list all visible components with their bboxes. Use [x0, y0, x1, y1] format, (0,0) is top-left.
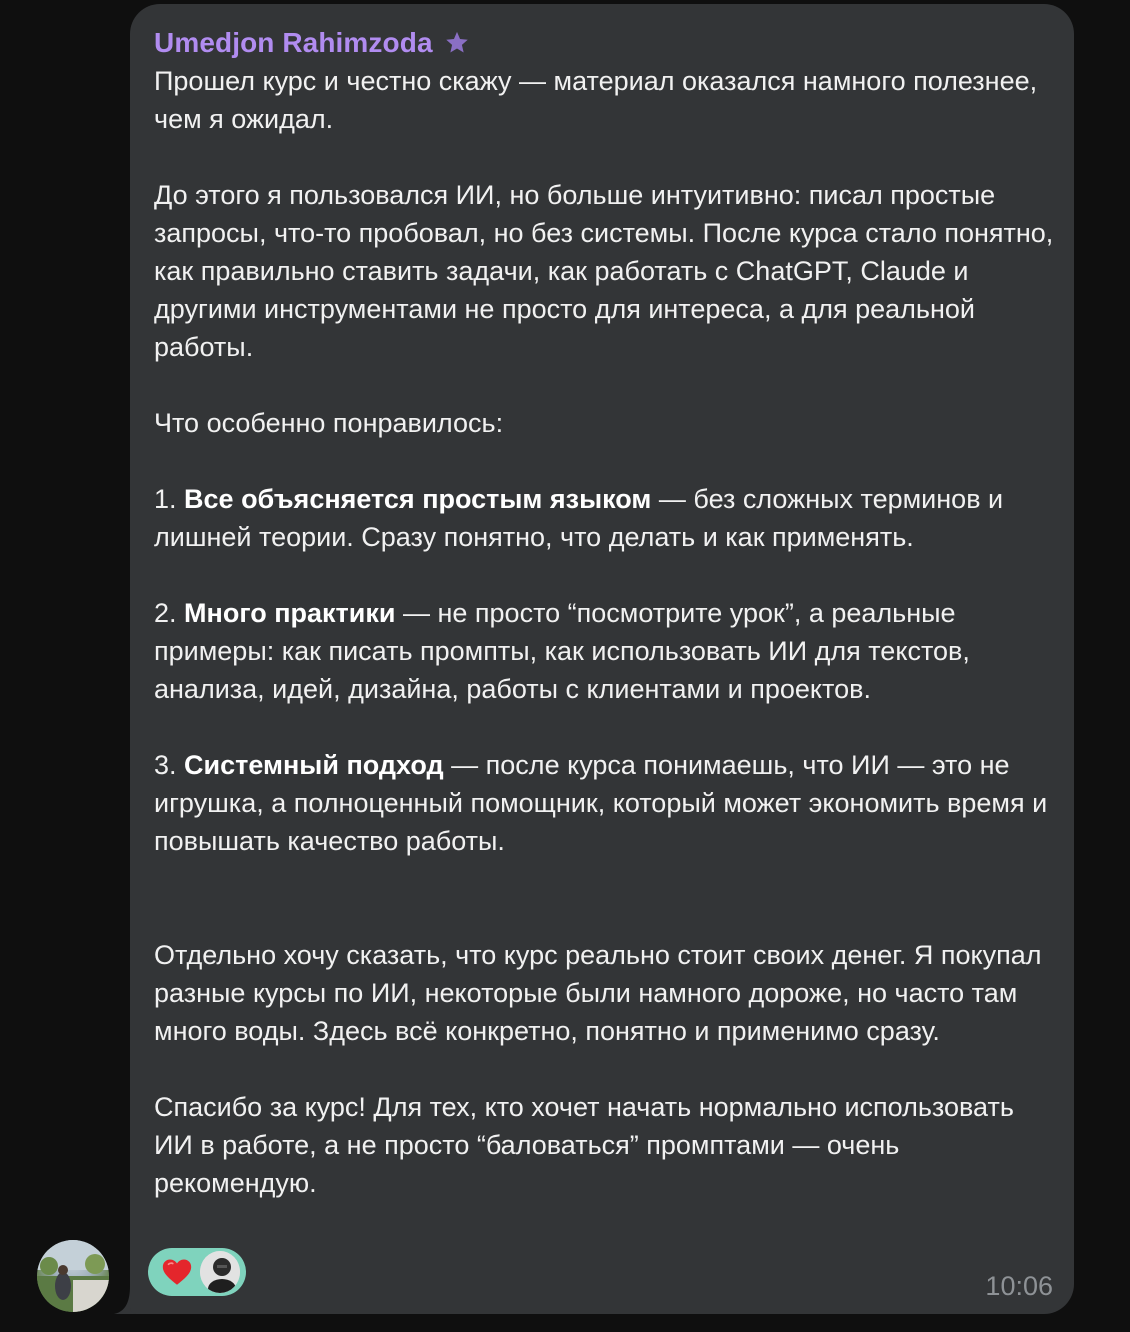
- list-item-title: Системный подход: [184, 750, 444, 780]
- message-paragraph: Отдельно хочу сказать, что курс реально стоит своих денег. Я покупал разные курсы по ИИ, некоторые были намного дороже, но часто там много воды. Здесь всё конкретно, понятно и применимо сразу.: [154, 940, 1042, 1046]
- list-item-text: — без сложных терминов и лишней теории. Сразу понятно, что делать и как применять.: [154, 484, 1004, 552]
- reaction-pill[interactable]: [148, 1248, 246, 1296]
- sender-avatar[interactable]: [37, 1240, 109, 1312]
- list-number: 2.: [154, 598, 185, 628]
- list-item-text: — после курса понимаешь, что ИИ — это не игрушка, а полноценный помощник, который может экономить время и повышать качество работы.: [154, 750, 1048, 856]
- list-item: [154, 746, 1054, 860]
- message-time: 10:06: [985, 1271, 1053, 1301]
- list-number: 3.: [154, 750, 185, 780]
- list-item-title: Много практики: [184, 598, 396, 628]
- message-paragraph: Что особенно понравилось:: [154, 408, 504, 438]
- author-row: [154, 24, 1050, 62]
- list-number: 1.: [154, 484, 185, 514]
- message-paragraph: Спасибо за курс! Для тех, кто хочет начать нормально использовать ИИ в работе, а не просто “баловаться” промптами — очень рекомендую.: [154, 1092, 1014, 1198]
- list-item: [154, 480, 1054, 556]
- star-icon: [443, 29, 471, 57]
- message-text: [154, 62, 1054, 1202]
- reactor-avatar[interactable]: [200, 1251, 240, 1293]
- heart-icon: [160, 1255, 194, 1289]
- list-item-title: Все объясняется простым языком: [184, 484, 652, 514]
- message-bubble[interactable]: [130, 4, 1074, 1314]
- message-paragraph: Прошел курс и честно скажу — материал оказался намного полезнее, чем я ожидал.: [154, 66, 1038, 134]
- author-name[interactable]: Umedjon Rahimzoda: [154, 27, 433, 58]
- message-paragraph: До этого я пользовался ИИ, но больше интуитивно: писал простые запросы, что-то пробовал, но без системы. После курса стало понятно, как правильно ставить задачи, как работать с ChatGPT, Claude и другими инструментами не просто для интереса, а для реальной работы.: [154, 180, 1054, 362]
- list-item-text: — не просто “посмотрите урок”, а реальные примеры: как писать промпты, как использовать ИИ для текстов, анализа, идей, дизайна, работы с клиентами и проектов.: [154, 598, 970, 704]
- list-item: [154, 594, 1054, 708]
